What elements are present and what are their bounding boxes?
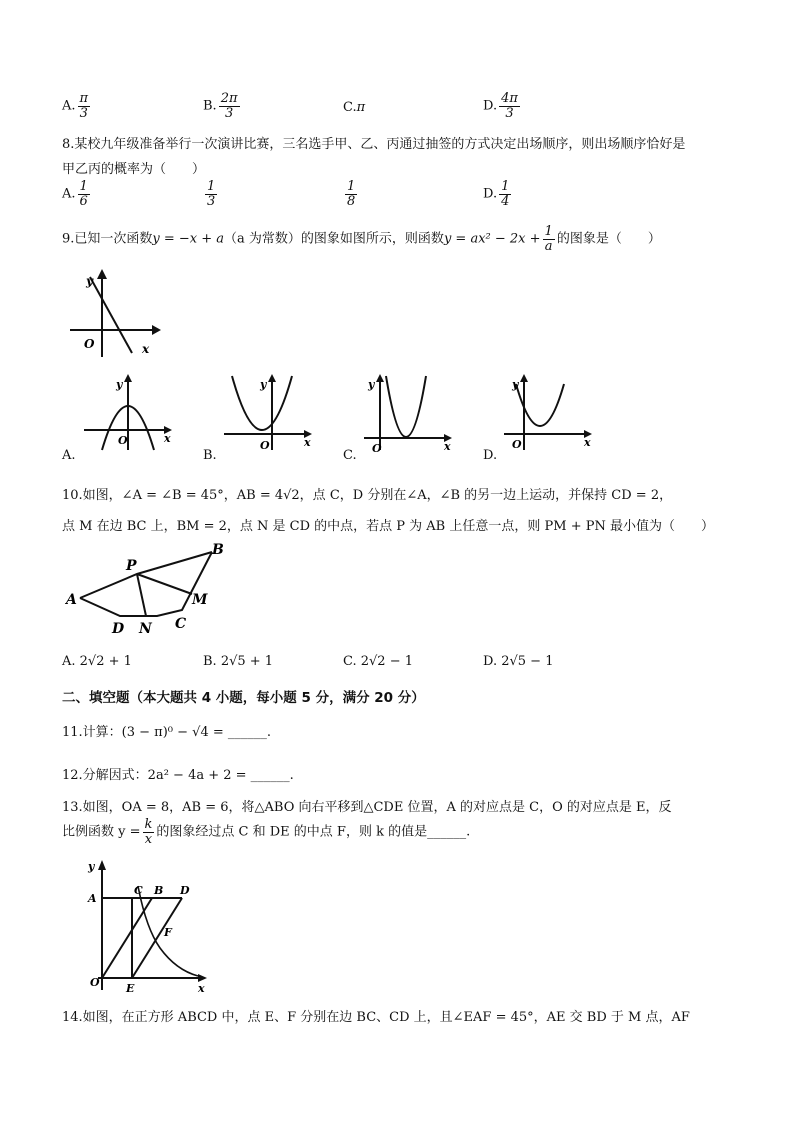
q10-label-c: C [175, 616, 187, 632]
q8-line2: 甲乙丙的概率为（ ） [62, 162, 206, 177]
q10-option-a: A. 2√2 + 1 [62, 654, 132, 669]
q8-option-c: $\frac{1}{8}$ [347, 179, 356, 209]
q10-figure [62, 540, 232, 640]
q9-d-x-label: x [584, 436, 591, 449]
q10-label-n: N [139, 621, 152, 637]
q9-c-origin: O [372, 442, 382, 452]
q9-graph-y-label: y [86, 274, 93, 288]
q8-option-d: D. $\frac{1}{4}$ [483, 179, 510, 209]
q13-label-o: O [90, 976, 100, 989]
q9-line-graph [62, 265, 162, 360]
q8-line1: 8.某校九年级准备举行一次演讲比赛，三名选手甲、乙、丙通过抽签的方式决定出场顺序，则出场顺序恰好是 [62, 137, 686, 152]
q13-label-x: x [198, 982, 205, 993]
q14-line1: 14.如图，在正方形 ABCD 中，点 E、F 分别在边 BC、CD 上，且∠EAF = 45°，AE 交 BD 于 M 点，AF [62, 1010, 690, 1025]
q13-figure [80, 858, 210, 993]
q8-option-a: A. $\frac{1}{6}$ [62, 179, 88, 209]
q9-b-origin: O [260, 439, 270, 452]
q11: 11.计算：(3 − π)⁰ − √4 = ______. [62, 725, 272, 740]
q7-option-d: D. $\frac{4\pi}{3}$ [483, 91, 518, 121]
q10-option-c: C. 2√2 − 1 [343, 654, 414, 669]
q9-option-d-graph [500, 372, 595, 452]
q10-label-d: D [112, 621, 125, 637]
q9-option-b-label: B. [203, 448, 217, 463]
q9-c-x-label: x [444, 440, 451, 452]
q7-option-b: B. $\frac{2\pi}{3}$ [203, 91, 238, 121]
q13-label-y: y [88, 860, 95, 873]
q12: 12.分解因式：2a² − 4a + 2 = ______. [62, 768, 294, 783]
q13-label-d: D [180, 884, 190, 897]
q13-line1: 13.如图，OA = 8，AB = 6，将△ABO 向右平移到△CDE 位置，A 的对应点是 C，O 的对应点是 E，反 [62, 800, 672, 815]
q9-option-a-graph [80, 372, 175, 452]
q8-option-b: $\frac{1}{3}$ [207, 179, 216, 209]
q9-b-y-label: y [260, 378, 267, 391]
q10-option-b: B. 2√5 + 1 [203, 654, 274, 669]
q13-line2: 比例函数 y = $\frac{k}{x}$ 的图象经过点 C 和 DE 的中点 F，则 k 的值是______. [62, 817, 471, 847]
q9-graph-x-label: x [142, 342, 150, 356]
q9-d-origin: O [512, 438, 522, 451]
q10-label-p: P [126, 558, 137, 574]
q9-b-x-label: x [304, 436, 311, 449]
q7-option-a: A. $\frac{\pi}{3}$ [62, 91, 89, 121]
q9-c-y-label: y [368, 378, 375, 391]
q10-line2: 点 M 在边 BC 上，BM = 2，点 N 是 CD 的中点，若点 P 为 AB 上任意一点，则 PM + PN 最小值为（ ） [62, 519, 714, 534]
q13-label-b: B [154, 884, 164, 897]
q9-option-c-graph [360, 372, 455, 452]
q13-label-c: C [134, 884, 143, 897]
q10-option-d: D. 2√5 − 1 [483, 654, 554, 669]
q9-option-a-label: A. [62, 448, 76, 463]
q9-option-c-label: C. [343, 448, 357, 463]
q9-a-y-label: y [116, 378, 123, 391]
q7-option-c: C.π [343, 100, 366, 115]
q9-option-b-graph [220, 372, 315, 452]
q13-label-f: F [164, 926, 172, 939]
q10-label-b: B [212, 542, 224, 558]
q9-stem: 9.已知一次函数y = −x + a（a 为常数）的图象如图所示，则函数y = ax² − 2x + $\frac{1}{a}$ 的图象是（ ） [62, 224, 661, 254]
q9-a-origin: O [118, 434, 128, 447]
q10-label-a: A [66, 592, 77, 608]
q9-d-y-label: y [512, 378, 519, 391]
q9-graph-origin-label: O [84, 337, 95, 351]
q10-line1: 10.如图，∠A = ∠B = 45°，AB = 4√2，点 C，D 分别在∠A，∠B 的另一边上运动，并保持 CD = 2， [62, 488, 673, 503]
section-fill-in-heading: 二、填空题（本大题共 4 小题，每小题 5 分，满分 20 分） [62, 690, 425, 706]
q9-option-d-label: D. [483, 448, 498, 463]
q9-a-x-label: x [164, 432, 171, 445]
q10-label-m: M [192, 592, 208, 608]
q13-label-a: A [88, 892, 97, 905]
q13-label-e: E [126, 982, 135, 993]
